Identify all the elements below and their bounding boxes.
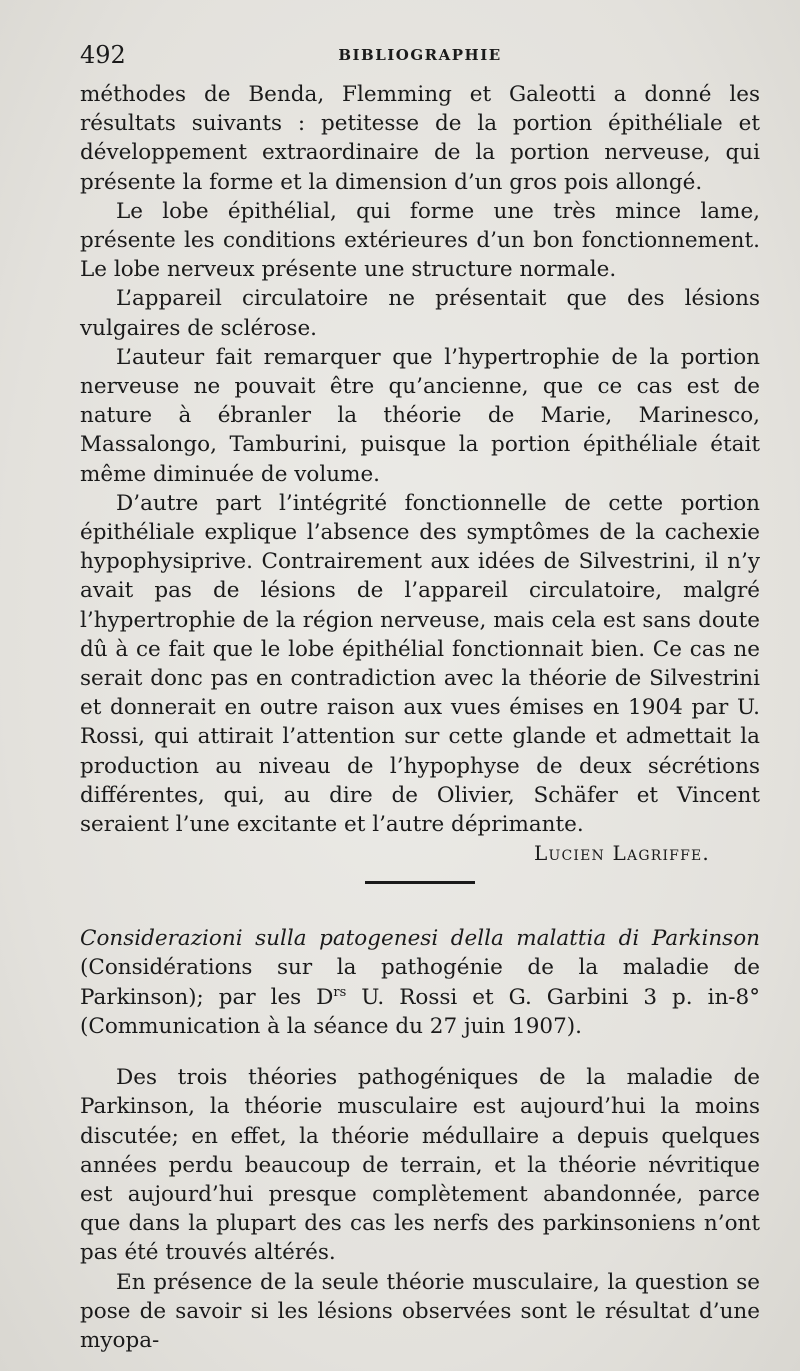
page-number: 492	[80, 41, 126, 69]
section-divider	[365, 881, 475, 884]
paragraph: Le lobe épithélial, qui forme une très mince lame, présente les conditions extérieures d’un bon fonctionnement. Le lobe nerveux présente une structure normale.	[80, 198, 760, 283]
body-text	[80, 80, 760, 1355]
page-header	[80, 40, 760, 70]
paragraph: L’auteur fait remarquer que l’hypertrophie de la portion nerveuse ne pouvait être qu’ancienne, que ce cas est de nature à ébranler la théorie de Marie, Marinesco, Massalongo, Tamburini, puisque la portion épithéliale était même diminuée de volume.	[80, 344, 760, 487]
paragraph: L’appareil circulatoire ne présentait que des lésions vulgaires de sclérose.	[80, 286, 760, 341]
paragraph: D’autre part l’intégrité fonctionnelle de cette portion épithéliale explique l’absence des symptômes de la cachexie hypophysiprive. Contrairement aux idées de Silvestrini, il n’y avait pas de lésions de l’appareil circulatoire, malgré l’hypertrophie de la région nerveuse, mais cela est sans doute dû à ce fait que le lobe épithélial fonctionnait bien. Ce cas ne serait donc pas en contradiction avec la théorie de Silvestrini et donnerait en outre raison aux vues émises en 1904 par U. Rossi, qui attirait l’attention sur cette glande et admettait la production au niveau de l’hypophyse de deux sécrétions différentes, qui, au dire de Olivier, Schäfer et Vincent seraient l’une excitante et l’autre déprimante.	[80, 490, 760, 838]
entry-reference: (Considérations sur la pathogénie de la maladie de Parkinson); par les D	[80, 955, 760, 1010]
entry-reference-end: U. Rossi et G. Garbini 3 p. in-8° (Communication à la séance du 27 juin 1907).	[80, 984, 760, 1039]
paragraph: méthodes de Benda, Flemming et Galeotti a donné les résultats suivants : petitesse de la portion épithéliale et développement extraordinaire de la portion nerveuse, qui présente la forme et la dimension d’un gros pois allongé.	[80, 82, 760, 195]
running-head: BIBLIOGRAPHIE	[338, 46, 502, 64]
entry-reference-superscript: rs	[333, 984, 347, 1000]
bibliographic-entry	[80, 924, 760, 1041]
author-signature: Lucien Lagriffe.	[533, 841, 710, 866]
paragraph: En présence de la seule théorie musculaire, la question se pose de savoir si les lésions observées sont le résultat d’une myopa-	[80, 1269, 760, 1353]
entry-title: Considerazioni sulla patogenesi della malattia di Parkinson	[80, 926, 760, 952]
paragraph: Des trois théories pathogéniques de la maladie de Parkinson, la théorie musculaire est aujourd’hui la moins discutée; en effet, la théorie médullaire a depuis quelques années perdu beaucoup de terrain, et la théorie névritique est aujourd’hui presque complètement abandonnée, parce que dans la plupart des cas les nerfs des parkinsoniens n’ont pas été trouvés altérés.	[80, 1065, 760, 1266]
